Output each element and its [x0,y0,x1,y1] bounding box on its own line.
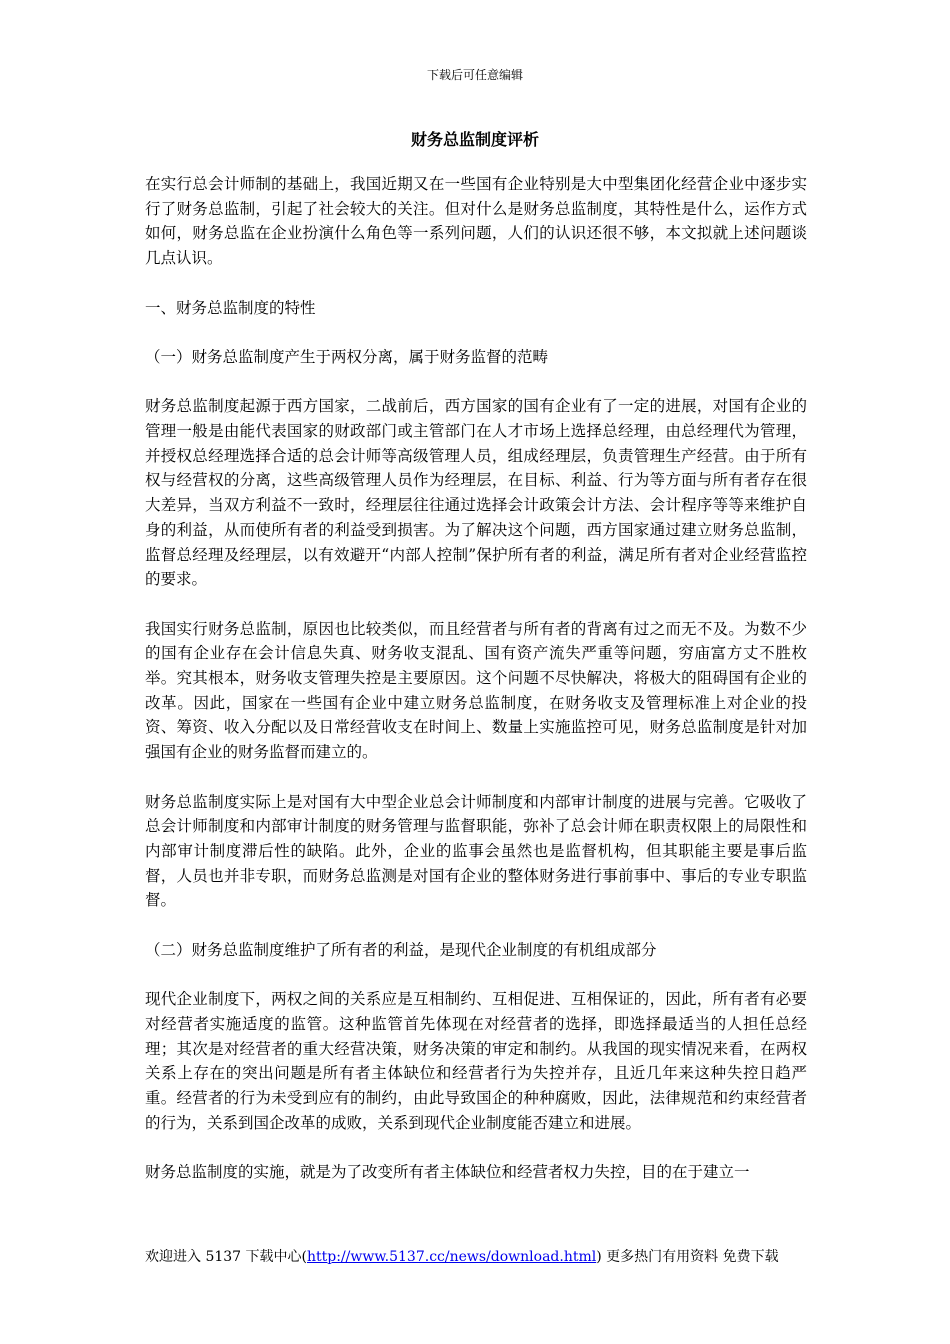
subsection-heading: （二）财务总监制度维护了所有者的利益，是现代企业制度的有机组成部分 [145,940,657,959]
body-paragraph: 财务总监制度实际上是对国有大中型企业总会计师制度和内部审计制度的进展与完善。它吸收了总会计师制度和内部审计制度的财务管理与监督职能，弥补了总会计师在职责权限上的局限性和内部审计制度滞后性的缺陷。此外，企业的监事会虽然也是监督机构，但其职能主要是事后监督，人员也并非专职，而财务总监测是对国有企业的整体财务进行事前事中、事后的专业专职监督。 [145,792,807,910]
body-paragraph: 财务总监制度的实施，就是为了改变所有者主体缺位和经营者权力失控，目的在于建立一 [145,1163,750,1181]
body-paragraph: 我国实行财务总监制，原因也比较类似，而且经营者与所有者的背离有过之而无不及。为数不少的国有企业存在会计信息失真、财务收支混乱、国有资产流失严重等问题，穷庙富方丈不胜枚举。究其根本，财务收支管理失控是主要原因。这个问题不尽快解决，将极大的阻碍国有企业的改革。因此，国家在一些国有企业中建立财务总监制度，在财务收支及管理标准上对企业的投资、筹资、收入分配以及日常经营收支在时间上、数量上实施监控可见，财务总监制度是针对加强国有企业的财务监督而建立的。 [145,619,807,762]
intro-paragraph: 在实行总会计师制的基础上，我国近期又在一些国有企业特别是大中型集团化经营企业中逐步实行了财务总监制，引起了社会较大的关注。但对什么是财务总监制度，其特性是什么，运作方式如何，财务总监在企业扮演什么角色等一系列问题，人们的认识还很不够，本文拟就上述问题谈几点认识。 [145,175,807,268]
footer-prefix: 欢迎进入 5137 下载中心( [145,1249,307,1265]
footer-suffix: ) 更多热门有用资料 免费下载 [596,1249,779,1265]
document-title: 财务总监制度评析 [410,130,539,149]
header-note: 下载后可任意编辑 [426,68,523,82]
body-paragraph: 财务总监制度起源于西方国家，二战前后，西方国家的国有企业有了一定的进展，对国有企业的管理一般是由能代表国家的财政部门或主管部门在人才市场上选择总经理，由总经理代为管理，并授权总经理选择合适的总会计师等高级管理人员，组成经理层，负责管理生产经营。由于所有权与经营权的分离，这些高级管理人员作为经理层，在目标、利益、行为等方面与所有者存在很大差异，当双方利益不一致时，经理层往往通过选择会计政策会计方法、会计程序等等来维护自身的利益，从而使所有者的利益受到损害。为了解决这个问题，西方国家通过建立财务总监制，监督总经理及经理层，以有效避开“内部人控制”保护所有者的利益，满足所有者对企业经营监控的要求。 [145,397,807,589]
subsection-heading: （一）财务总监制度产生于两权分离，属于财务监督的范畴 [145,347,549,366]
body-paragraph: 现代企业制度下，两权之间的关系应是互相制约、互相促进、互相保证的，因此，所有者有必要对经营者实施适度的监管。这种监管首先体现在对经营者的选择，即选择最适当的人担任总经理；其次是对经营者的重大经营决策，财务决策的审定和制约。从我国的现实情况来看，在两权关系上存在的突出问题是所有者主体缺位和经营者行为失控并存，且近几年来这种失控日趋严重。经营者的行为未受到应有的制约，由此导致国企的种种腐败，因此，法律规范和约束经营者的行为，关系到国企改革的成败，关系到现代企业制度能否建立和进展。 [145,990,807,1132]
download-link[interactable]: http://www.5137.cc/news/download.html [307,1249,597,1265]
document-body [145,172,807,1209]
section-heading: 一、财务总监制度的特性 [145,298,316,317]
footer [145,1246,845,1266]
